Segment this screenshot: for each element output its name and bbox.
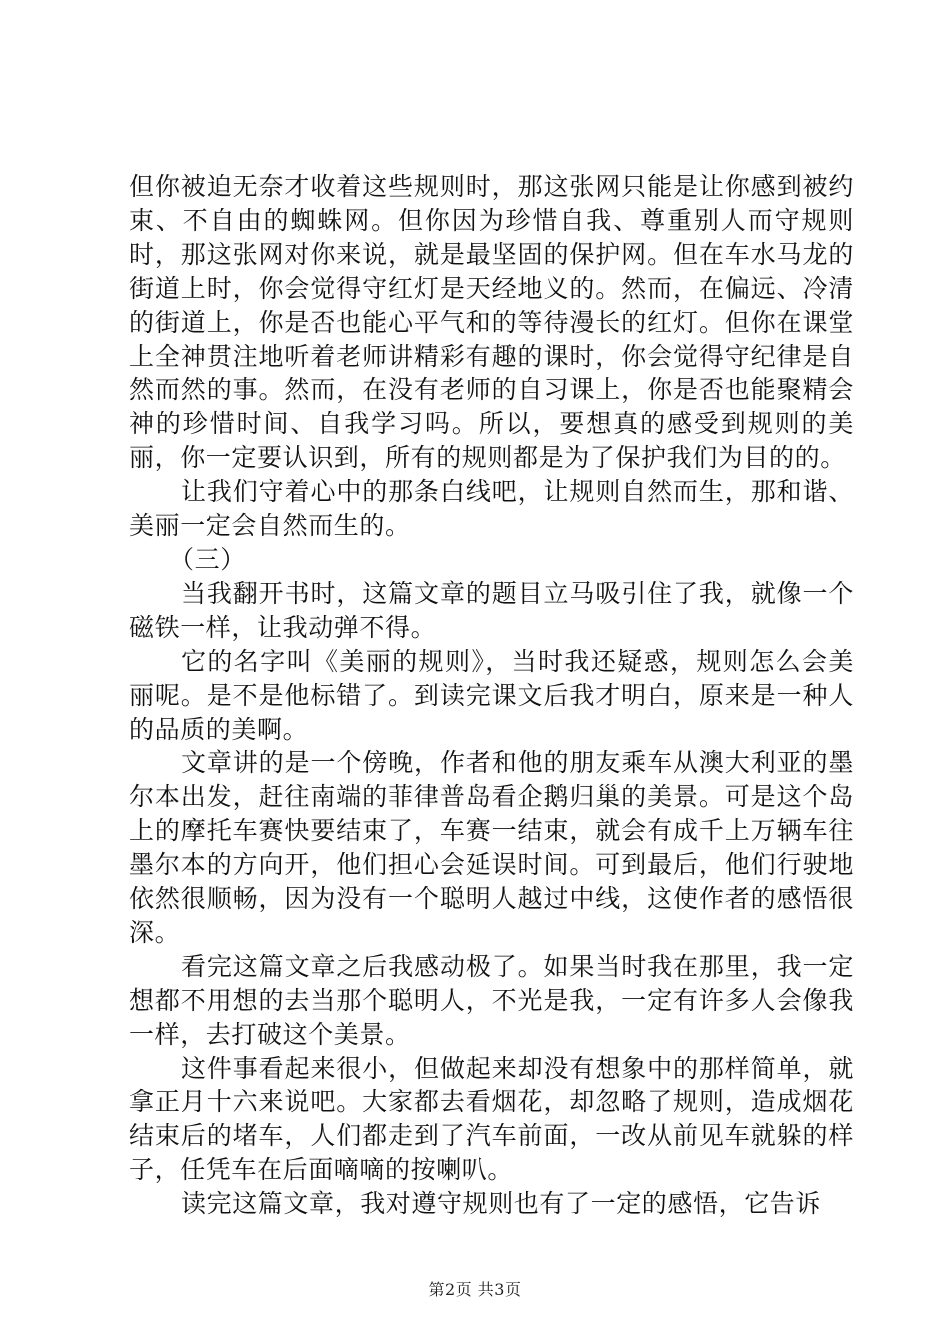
paragraph: 看完这篇文章之后我感动极了。如果当时我在那里，我一定想都不用想的去当那个聪明人，不光是我，一定有许多人会像我一样，去打破这个美景。 bbox=[129, 951, 854, 1049]
page-footer: 第2页 共3页 bbox=[428, 1280, 522, 1299]
paragraph: 这件事看起来很小，但做起来却没有想象中的那样简单，就拿正月十六来说吧。大家都去看烟花，却忽略了规则，造成烟花结束后的堵车，人们都走到了汽车前面，一改从前见车就躲的样子，任凭车在后面嘀嘀的按喇叭。 bbox=[129, 1053, 854, 1185]
paragraph: 文章讲的是一个傍晚，作者和他的朋友乘车从澳大利亚的墨尔本出发，赶往南端的菲律普岛看企鹅归巢的美景。可是这个岛上的摩托车赛快要结束了，车赛一结束，就会有成千上万辆车往墨尔本的方向开，他们担心会延误时间。可到最后，他们行驶地依然很顺畅，因为没有一个聪明人越过中线，这使作者的感悟很深。 bbox=[129, 748, 854, 947]
paragraph: 让我们守着心中的那条白线吧，让规则自然而生，那和谐、美丽一定会自然而生的。 bbox=[129, 477, 854, 541]
paragraph-continuation: 但你被迫无奈才收着这些规则时，那这张网只能是让你感到被约束、不自由的蜘蛛网。但你因为珍惜自我、尊重别人而守规则时，那这张网对你来说，就是最坚固的保护网。但在车水马龙的街道上时，你会觉得守红灯是天经地义的。然而，在偏远、冷清的街道上，你是否也能心平气和的等待漫长的红灯。但你在课堂上全神贯注地听着老师讲精彩有趣的课时，你会觉得守纪律是自然而然的事。然而，在没有老师的自习课上，你是否也能聚精会神的珍惜时间、自我学习吗。所以，要想真的感受到规则的美丽，你一定要认识到，所有的规则都是为了保护我们为目的的。 bbox=[129, 172, 854, 473]
paragraph: 读完这篇文章，我对遵守规则也有了一定的感悟，它告诉 bbox=[181, 1189, 822, 1219]
section-heading: （三） bbox=[169, 544, 246, 574]
body-text bbox=[129, 170, 854, 1221]
paragraph: 当我翻开书时，这篇文章的题目立马吸引住了我，就像一个磁铁一样，让我动弹不得。 bbox=[129, 578, 854, 642]
paragraph: 它的名字叫《美丽的规则》，当时我还疑惑，规则怎么会美丽呢。是不是他标错了。到读完课文后我才明白，原来是一种人的品质的美啊。 bbox=[129, 646, 854, 744]
